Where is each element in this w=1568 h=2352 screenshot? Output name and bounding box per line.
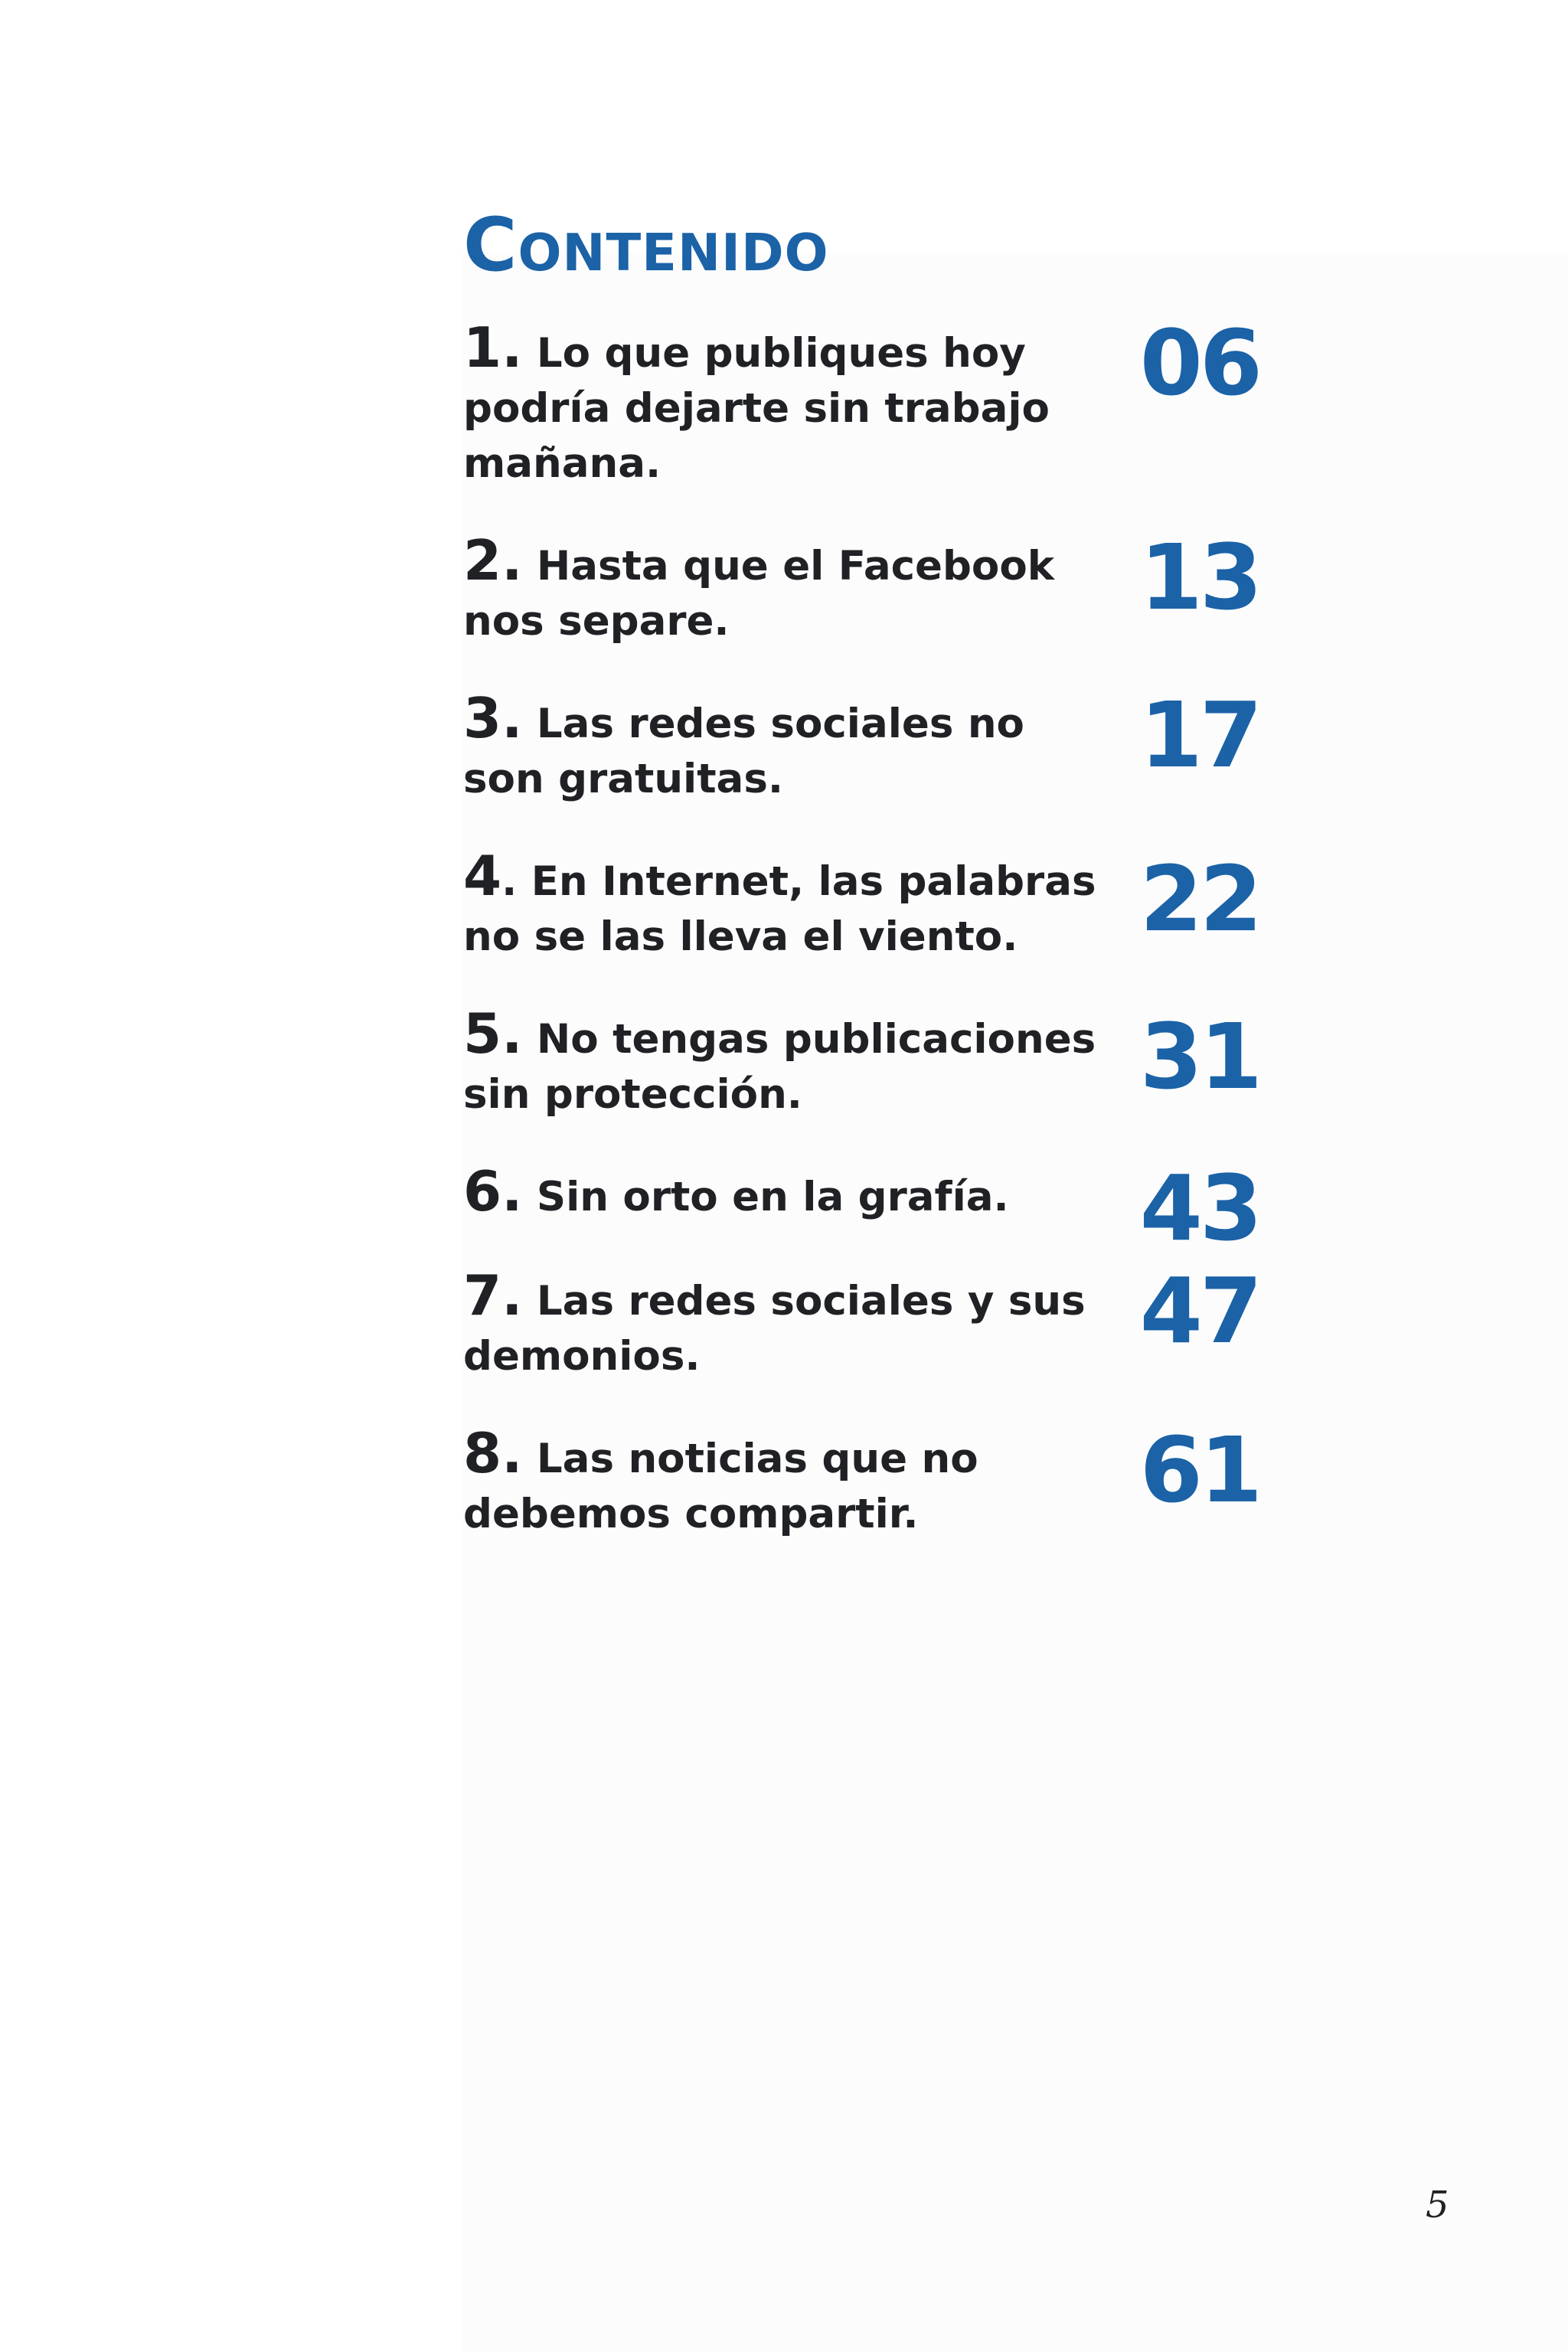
- toc-entry-title: Las redes sociales y sus demonios.: [463, 1278, 1086, 1380]
- toc-entry-title: Lo que publiques hoy podría dejarte sin trabajo mañana.: [463, 330, 1050, 487]
- page-number: 5: [1426, 2184, 1449, 2226]
- toc-entry-page: 43: [1139, 1155, 1259, 1261]
- toc-entry-number: 7.: [463, 1263, 523, 1328]
- toc-entry-page: 22: [1139, 846, 1259, 952]
- toc-entry-text: [463, 1263, 1106, 1384]
- toc-entry-page: 13: [1139, 524, 1259, 630]
- toc-entry-text: [463, 686, 1106, 807]
- toc-entry-title: . En Internet, las palabras no se las lleva el viento.: [463, 858, 1096, 960]
- toc-entry-title: Las noticias que no debemos compartir.: [463, 1436, 978, 1537]
- toc-entry-text: [463, 1421, 1106, 1542]
- toc-entry-title: No tengas publicaciones sin protección.: [463, 1016, 1096, 1118]
- toc-entry-number: 6.: [463, 1159, 523, 1223]
- toc-entry-number: 1.: [463, 315, 523, 380]
- toc-entry-title: Las redes sociales no son gratuitas.: [463, 701, 1024, 802]
- toc-entry-number: 3.: [463, 686, 523, 750]
- toc-entry-title: Sin orto en la grafía.: [522, 1174, 1009, 1220]
- toc-entry-page: 31: [1139, 1004, 1259, 1109]
- toc-entry-number: 4: [463, 844, 502, 908]
- toc-entry-page: 06: [1139, 310, 1259, 416]
- toc-entry-number: 5.: [463, 1001, 523, 1066]
- toc-entry-number: 8.: [463, 1421, 523, 1485]
- toc-entry-number: 2.: [463, 528, 523, 593]
- toc-entry-page: 61: [1139, 1417, 1259, 1523]
- toc-entry-text: [463, 844, 1106, 965]
- toc-title: Contenido: [463, 202, 829, 288]
- toc-entry-text: [463, 1159, 1106, 1225]
- toc-entry-page: 17: [1139, 682, 1259, 788]
- toc-entry-text: [463, 528, 1106, 649]
- toc-entry-text: [463, 315, 1106, 492]
- toc-entry-title: Hasta que el Facebook nos separe.: [463, 543, 1054, 645]
- toc-entry-page: 47: [1139, 1258, 1259, 1364]
- toc-entry-text: [463, 1001, 1106, 1122]
